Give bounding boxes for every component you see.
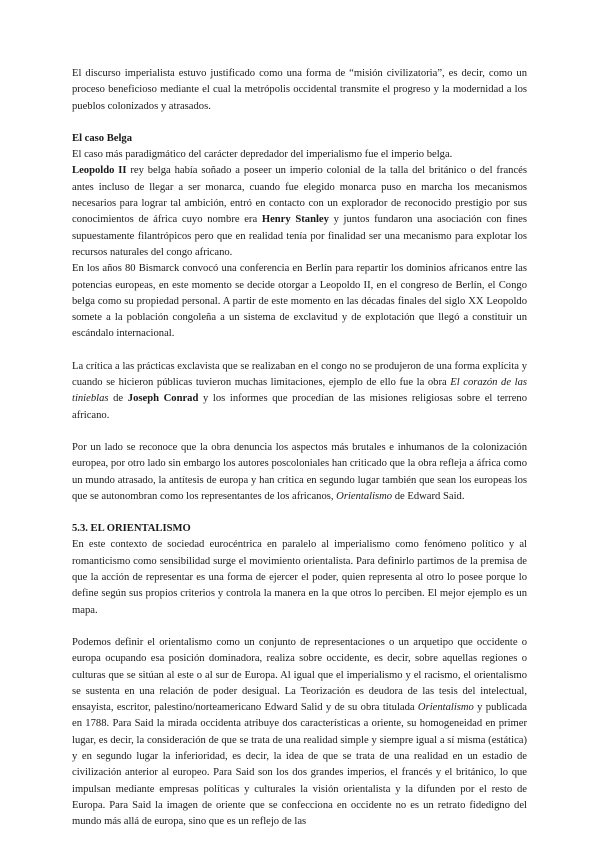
spacer <box>72 343 527 359</box>
postcolonial-paragraph: Por un lado se reconoce que la obra denuncia los aspectos más brutales e inhumanos de la colonización europea, por otro lado sin embargo los autores poscoloniales han criticado que la obra refleja a áfrica como un mundo atrasado, la antítesis de europa y han critica en segundo lugar también que sean los europeas los que se autonombran como los representantes de los africanos, Orientalismo de Edward Said. <box>72 441 527 502</box>
work-title: Orientalismo <box>336 490 393 502</box>
author-name: Joseph Conrad <box>127 393 199 405</box>
stanley-name: Henry Stanley <box>261 214 329 226</box>
spacer <box>72 424 527 440</box>
critique-paragraph: La crítica a las prácticas exclavista que se realizaban en el congo no se produjeron de una forma explícita y cuando se hicieron públicas tuvieron muchas limitaciones, ejemplo de ello fue la obra El corazón de las tinieblas de Joseph Conrad y los informes que procedían de las misiones religiosas sobre el terreno africano. <box>72 360 527 421</box>
spacer <box>72 115 527 131</box>
section-heading-orientalismo: 5.3. EL ORIENTALISMO <box>72 523 191 535</box>
spacer <box>72 619 527 635</box>
work-title: El corazón de las tinieblas <box>72 377 527 405</box>
berlin-conference-paragraph: En los años 80 Bismarck convocó una conferencia en Berlín para repartir los dominios africanos entre las potencias europeas, en este momento se decide otorgar a Leopoldo II, en el congreso de Berlín, el Congo belga como su propiedad personal. A partir de este momento en las décadas finales del siglo XX Leopoldo somete a la población congoleña a un sistema de exclavitud y de explotación que llegó a constituir un escándalo internacional. <box>72 263 527 340</box>
spacer <box>72 505 527 521</box>
belga-intro-line: El caso más paradigmático del carácter depredador del imperialismo fue el imperio belga. <box>72 149 453 161</box>
work-title: Orientalismo <box>417 702 474 714</box>
orientalism-context-paragraph: En este contexto de sociedad eurocéntrica en paralelo al imperialismo como fenómeno político y al romanticismo como sensibilidad surge el movimiento orientalista. Para definirlo partimos de la premisa de que la acción de representar es una forma de ejercer el poder, quien representa al otro lo posee porque lo define según sus propios criterios y controla la manera en la que otros lo perciben. El mejor ejemplo es un mapa. <box>72 539 527 616</box>
leopold-name: Leopoldo II <box>72 165 127 177</box>
intro-paragraph: El discurso imperialista estuvo justificado como una forma de “misión civilizatoria”, es decir, como un proceso beneficioso mediante el cual la metrópolis occidental transmite el progreso y la modernidad a los pueblos colonizados y atrasados. <box>72 68 527 112</box>
orientalism-definition-paragraph: Podemos definir el orientalismo como un conjunto de representaciones o un arquetipo que occidente o europa ocupando esa posición dominadora, realiza sobre occidente, es decir, sobre aquellas regiones o culturas que se sitúan al este o al sur de Europa. Al igual que el imperialismo y el racismo, el orientalismo se sustenta en una relación de poder desigual. La Teorización es deudora de las tesis del intelectual, ensayista, escritor, palestino/norteamericano Edward Salid y de su obra titulada Orientalismo y publicada en 1788. Para Said la mirada occidenta atribuye dos características a oriente, su homogeneidad en primer lugar, es decir, la consideración de que se trata de una realidad simple y siempre igual a sí misma (estática) y en segundo lugar la inferioridad, es decir, la idea de que se trata de una realidad en un estadio de civilización anterior al europeo. Para Said son los dos grandes imperios, el francés y el británico, lo que impulsan mediante empresas políticas y culturales la visión orientalista y la difunden por el resto de Europa. Para Said la imagen de oriente que se confecciona en occidente no es un retrato fidedigno del mundo más allá de europa, sino que es un reflejo de las <box>72 636 527 828</box>
section-heading-belga: El caso Belga <box>72 132 133 144</box>
document-page <box>72 66 527 830</box>
leopold-paragraph: Leopoldo II rey belga había soñado a poseer un imperio colonial de la talla del británico o del francés antes incluso de llegar a ser monarca, cuando fue elegido monarca puso en marcha los mecanismos necesarios para lograr tal ambición, entró en contacto con un explorador de reconocido prestigio por sus conocimientos de áfrica cuyo nombre era Henry Stanley y juntos fundaron una asociación con fines supuestamente filantrópicos pero que en realidad tenía por finalidad ser una mecanismo para explotar los recursos naturales del congo africano. <box>72 165 527 258</box>
